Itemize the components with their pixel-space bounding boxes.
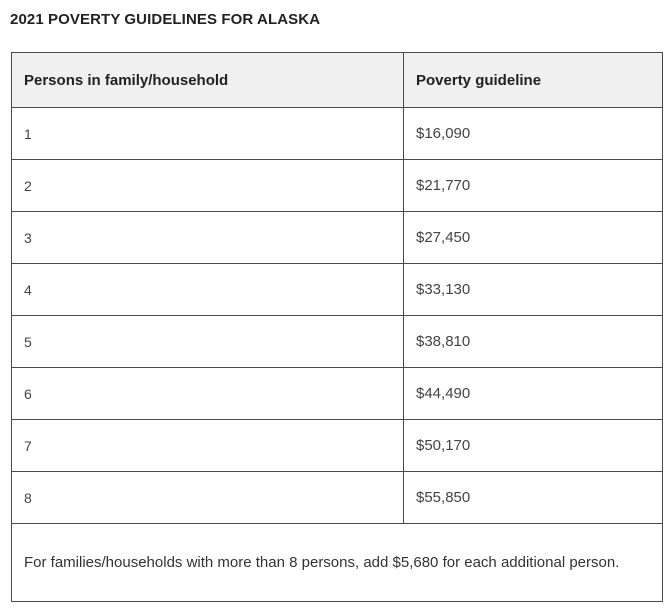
guideline-cell: $55,850 bbox=[404, 472, 663, 524]
table-row bbox=[12, 160, 663, 212]
table-row bbox=[12, 368, 663, 420]
table-row bbox=[12, 472, 663, 524]
table-row bbox=[12, 212, 663, 264]
persons-cell: 1 bbox=[12, 108, 404, 160]
page-title: 2021 POVERTY GUIDELINES FOR ALASKA bbox=[10, 11, 321, 28]
table-row bbox=[12, 108, 663, 160]
persons-cell: 5 bbox=[12, 316, 404, 368]
persons-cell: 3 bbox=[12, 212, 404, 264]
table-row bbox=[12, 420, 663, 472]
table-footnote-row bbox=[12, 524, 663, 602]
guideline-cell: $16,090 bbox=[404, 108, 663, 160]
additional-person-note: For families/households with more than 8 persons, add $5,680 for each additional person. bbox=[12, 524, 663, 602]
guideline-cell: $44,490 bbox=[404, 368, 663, 420]
persons-cell: 4 bbox=[12, 264, 404, 316]
guideline-cell: $27,450 bbox=[404, 212, 663, 264]
persons-cell: 6 bbox=[12, 368, 404, 420]
persons-cell: 8 bbox=[12, 472, 404, 524]
guideline-cell: $38,810 bbox=[404, 316, 663, 368]
header-guideline: Poverty guideline bbox=[404, 53, 663, 108]
table-row bbox=[12, 264, 663, 316]
header-persons: Persons in family/household bbox=[12, 53, 404, 108]
table-row bbox=[12, 316, 663, 368]
guideline-cell: $21,770 bbox=[404, 160, 663, 212]
persons-cell: 7 bbox=[12, 420, 404, 472]
poverty-guidelines-table bbox=[11, 52, 663, 602]
guideline-cell: $50,170 bbox=[404, 420, 663, 472]
guideline-cell: $33,130 bbox=[404, 264, 663, 316]
persons-cell: 2 bbox=[12, 160, 404, 212]
table-header-row bbox=[12, 53, 663, 108]
